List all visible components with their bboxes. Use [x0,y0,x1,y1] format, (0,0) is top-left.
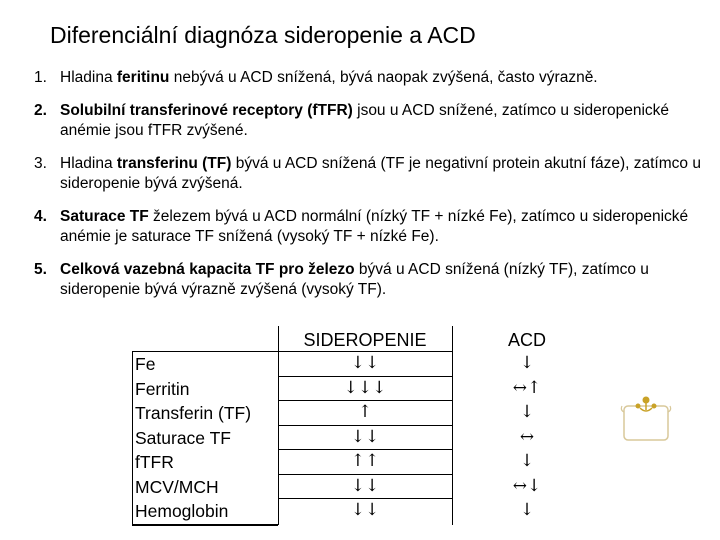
list-item [34,260,704,300]
item-bold-text: transferinu (TF) [116,155,232,172]
list-item [34,207,704,247]
row-labels [132,351,279,525]
cell-acd-hemoglobin: ↓ [519,500,535,520]
cell-acd-transferin: ↓ [519,402,535,422]
table-divider [278,498,452,499]
item-text: nebývá u ACD snížená, bývá naopak zvýšená, často výrazně. [169,69,598,86]
item-text: jsou u ACD snížené, zatímco u sideropenické anémie jsou fTFR zvýšené. [60,102,670,139]
table-divider [278,376,452,377]
list-item [34,68,704,88]
table-divider [278,326,279,525]
item-text: bývá u ACD snížená (nízký TF), zatímco u sideropenie bývá výrazně zvýšená (vysoký TF). [60,261,649,298]
item-text: železem bývá u ACD normální (nízký TF + nízké Fe), zatímco u sideropenické anémie je saturace TF snížená (vysoký TF + nízké Fe). [60,208,689,245]
column-header-acd: ACD [507,330,546,350]
row-label-fe: Fe [135,354,156,374]
item-bold-text: feritinu [116,69,170,86]
table-divider [278,351,452,352]
row-label-mcv-mch: MCV/MCH [135,476,219,497]
row-label-transferin: Transferin (TF) [135,403,252,423]
slide-title: Diferenciální diagnóza sideropenie a ACD [50,22,476,48]
table-divider [278,425,452,426]
cell-acd-mcv-mch: ↔↓ [512,475,542,496]
cell-sideropenie-ferritin: ↓↓↓ [343,377,387,398]
list-number: 4. [34,208,47,225]
row-label-saturace: Saturace TF [135,427,231,448]
list-item [34,101,704,141]
cell-acd-fe: ↓ [519,353,535,373]
table-divider [132,525,278,526]
row-label-ferritin: Ferritin [135,378,190,399]
item-text: bývá u ACD snížená (TF je negativní protein akutní fáze), zatímco u sideropenie bývá zvýšená. [60,155,701,192]
item-bold-text: Solubilní transferinové receptory (fTFR) [60,102,353,119]
column-header-sideropenie: SIDEROPENIE [303,330,427,350]
item-text: Hladina [60,155,117,172]
list-number: 5. [34,261,47,278]
item-bold-text: Celková vazebná kapacita TF pro železo [60,261,355,278]
numbered-list [34,68,704,300]
list-number: 1. [34,69,47,86]
item-bold-text: Saturace TF [60,208,149,225]
column-acd [452,326,602,523]
list-item [34,154,704,194]
cell-sideropenie-ftfr: ↑↑ [350,451,380,471]
row-label-ftfr: fTFR [135,452,174,472]
table-divider [452,326,453,525]
table-divider [278,449,452,450]
scroll-ornament-icon [618,392,674,448]
item-text: Hladina [60,69,117,86]
table-divider [278,400,452,401]
cell-acd-saturace: ↔ [519,426,535,447]
row-label-hemoglobin: Hemoglobin [135,501,229,521]
cell-sideropenie-hemoglobin: ↓↓ [350,500,380,520]
cell-sideropenie-mcv-mch: ↓↓ [350,475,380,496]
list-number: 2. [34,102,47,119]
cell-sideropenie-saturace: ↓↓ [350,426,380,447]
cell-sideropenie-fe: ↓↓ [350,353,380,373]
cell-acd-ftfr: ↓ [519,451,535,471]
comparison-table [132,326,552,526]
list-number: 3. [34,155,47,172]
cell-acd-ferritin: ↔↑ [512,377,542,398]
cell-sideropenie-transferin: ↑ [357,402,373,422]
table-divider [278,474,452,475]
